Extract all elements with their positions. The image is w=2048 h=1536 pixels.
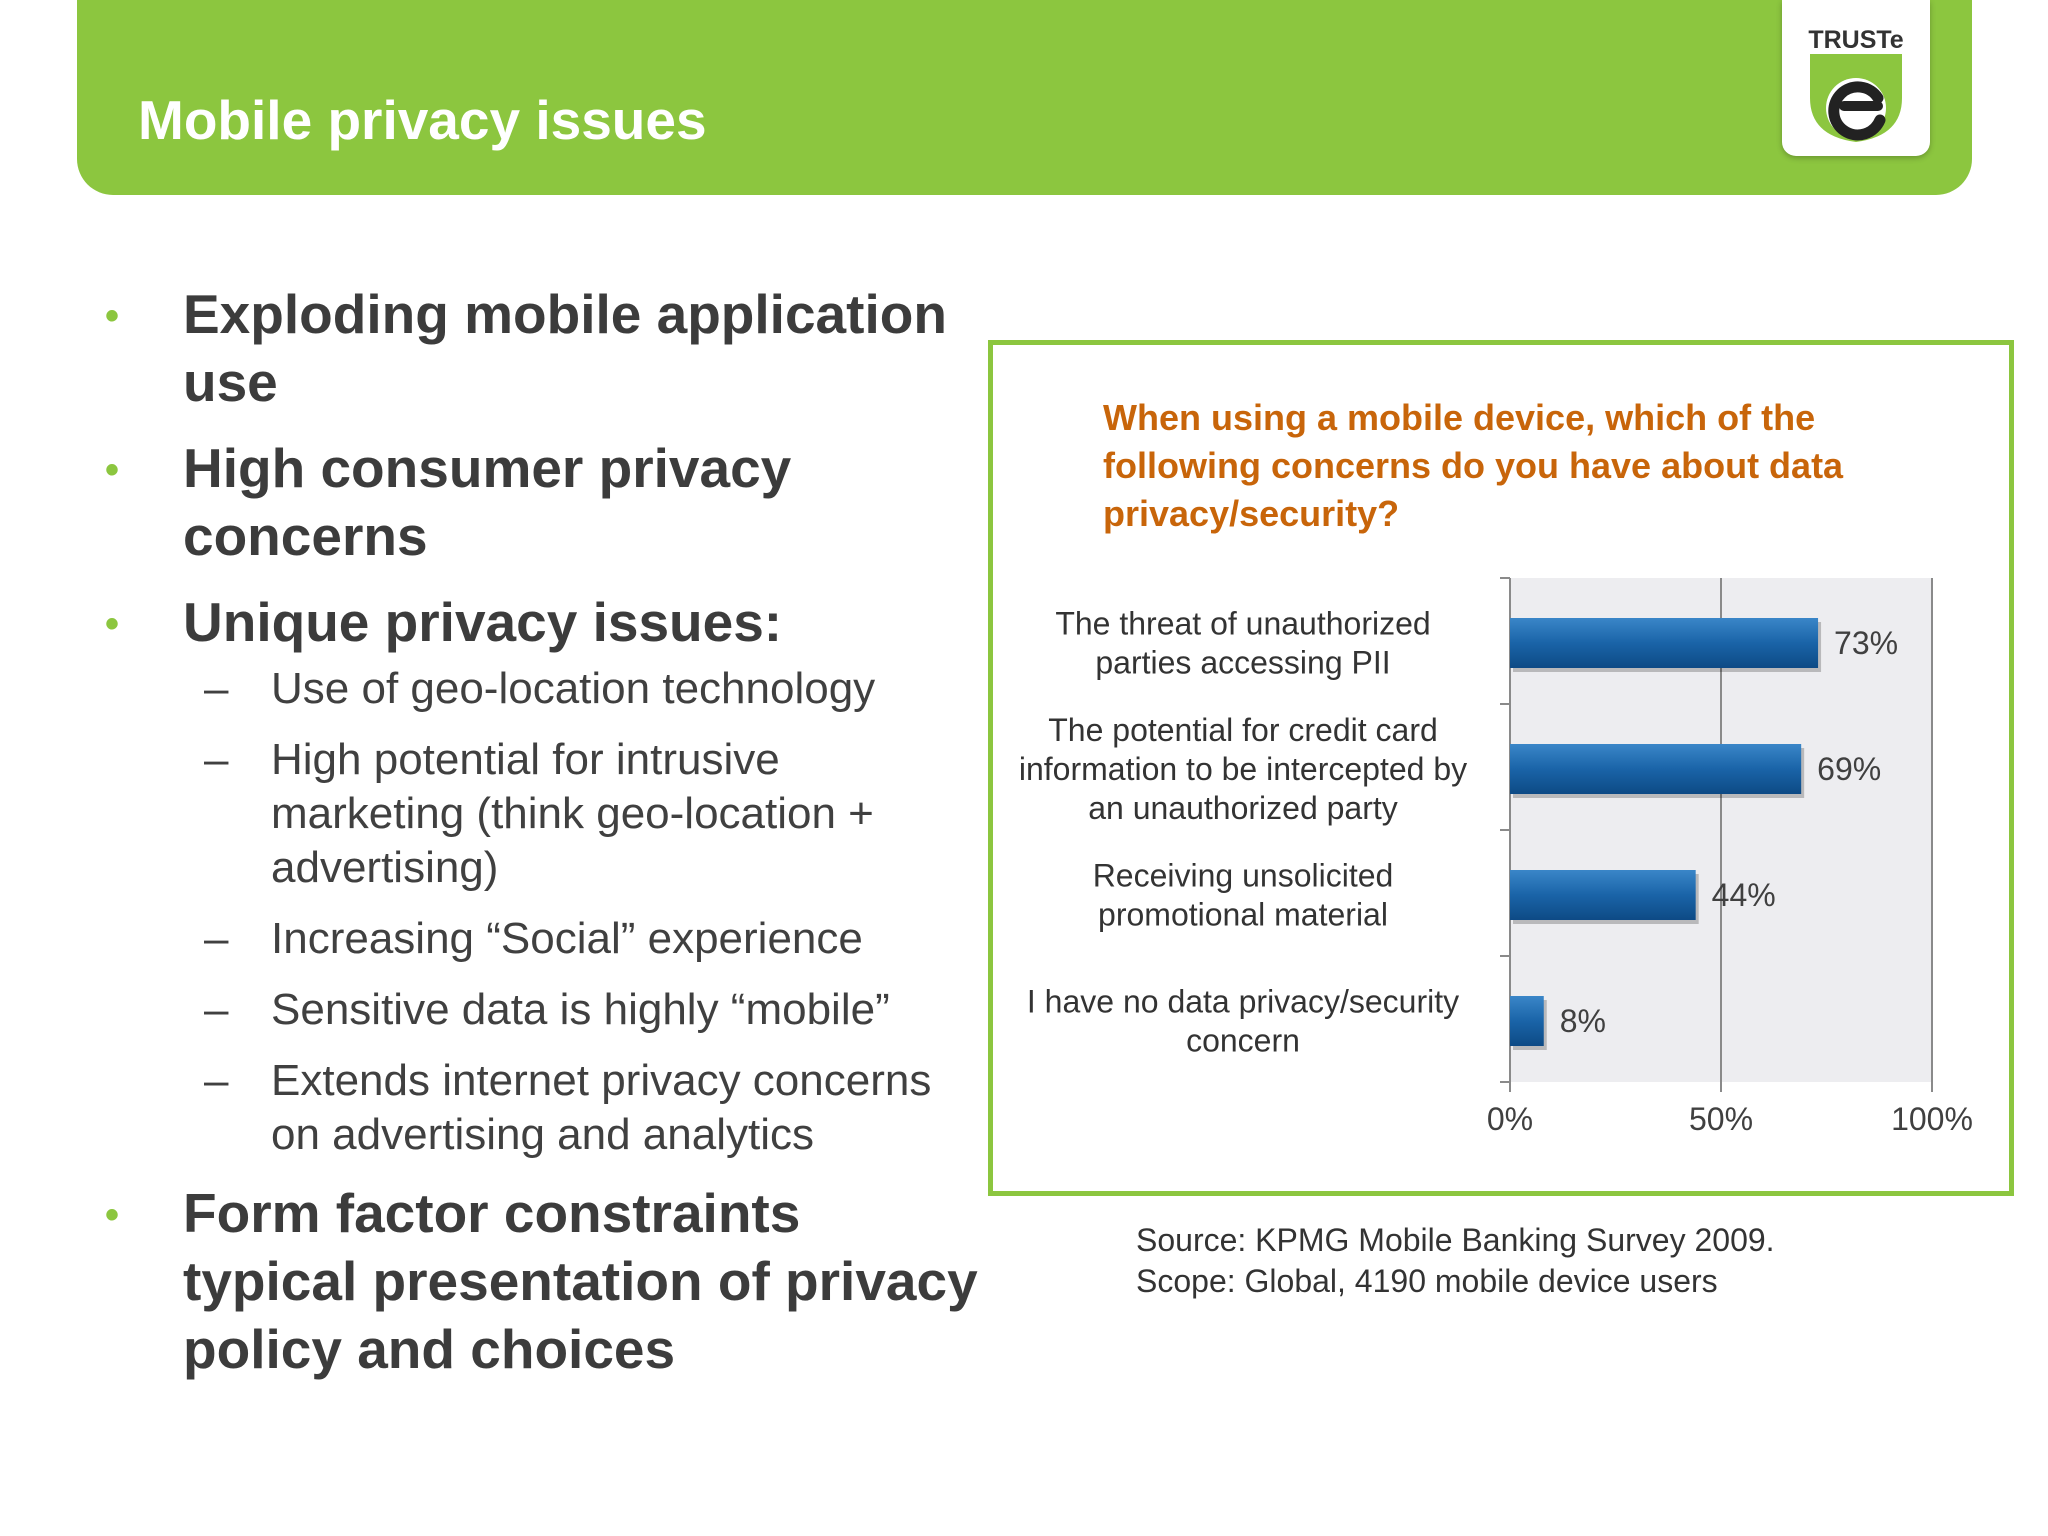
x-tick-label: 0% <box>1486 1101 1534 1137</box>
bullet-item <box>100 588 980 656</box>
sub-bullet-item <box>100 983 980 1037</box>
category-label <box>1055 606 1430 681</box>
sub-bullet-item <box>100 912 980 966</box>
bullet-dot: • <box>105 1193 120 1237</box>
truste-e-shield-icon <box>1808 54 1904 144</box>
bar <box>1510 618 1818 668</box>
sub-bullet-text: Sensitive data is highly “mobile” <box>271 985 890 1034</box>
bullet-dot: • <box>105 294 120 338</box>
slide-title: Mobile privacy issues <box>138 89 707 151</box>
data-label: 8% <box>1559 1003 1607 1039</box>
bullet-item <box>100 434 980 570</box>
category-label <box>1093 858 1394 933</box>
truste-logo <box>1782 0 1930 156</box>
sub-bullet-item <box>100 662 980 716</box>
sub-bullet-dash: – <box>204 735 229 784</box>
category-label-line: The threat of unauthorized <box>1055 605 1431 642</box>
bullet-dot: • <box>105 448 120 492</box>
scope-line: Scope: Global, 4190 mobile device users <box>1136 1263 1718 1299</box>
category-label-line: I have no data privacy/security <box>1026 983 1460 1020</box>
bullet-text: High consumer privacy concerns <box>183 437 792 567</box>
sub-bullet-text: Extends internet privacy concerns on advertising and analytics <box>271 1056 932 1159</box>
sub-bullet-text: Increasing “Social” experience <box>271 914 863 963</box>
category-label-line: information to be intercepted by <box>1018 751 1468 787</box>
sub-bullet-text: Use of geo-location technology <box>271 664 876 713</box>
category-label-line: The potential for credit card <box>1048 712 1438 748</box>
sub-bullet-dash: – <box>204 985 229 1034</box>
category-label <box>1027 984 1459 1059</box>
sub-bullet-list <box>100 662 980 1162</box>
data-label: 73% <box>1834 625 1899 661</box>
category-label-line: Receiving unsolicited <box>1092 857 1394 894</box>
category-label <box>1019 712 1467 826</box>
sub-bullet-dash: – <box>204 664 229 713</box>
chart-title: When using a mobile device, which of the following concerns do you have about data privacy/security? <box>1103 397 1844 534</box>
source-line: Source: KPMG Mobile Banking Survey 2009. <box>1136 1222 1775 1258</box>
bullet-text: Form factor constraints typical presentation of privacy policy and choices <box>183 1182 978 1380</box>
category-label-line: parties accessing PII <box>1095 644 1391 681</box>
bullet-text: Exploding mobile application use <box>183 283 947 413</box>
bullet-list <box>100 280 980 1401</box>
bullet-item <box>100 1179 980 1383</box>
bar-chart <box>995 560 2005 1160</box>
sub-bullet-text: High potential for intrusive marketing (think geo-location + advertising) <box>271 735 874 892</box>
bar <box>1510 870 1696 920</box>
category-label-line: an unauthorized party <box>1088 790 1398 826</box>
bullet-dot: • <box>105 602 120 646</box>
category-label-line: concern <box>1186 1022 1300 1059</box>
x-tick-label: 100% <box>1891 1101 1973 1137</box>
data-label: 69% <box>1817 751 1882 787</box>
category-label-line: promotional material <box>1098 896 1388 933</box>
logo-text: TRUSTe <box>1808 26 1904 54</box>
source-note <box>1136 1220 1775 1302</box>
bar <box>1510 996 1544 1046</box>
sub-bullet-item <box>100 733 980 895</box>
sub-bullet-item <box>100 1054 980 1162</box>
bullet-item <box>100 280 980 416</box>
bullet-text: Unique privacy issues: <box>183 591 783 653</box>
sub-bullet-dash: – <box>204 1056 229 1105</box>
bar <box>1510 744 1801 794</box>
sub-bullet-dash: – <box>204 914 229 963</box>
x-tick-label: 50% <box>1688 1101 1754 1137</box>
data-label: 44% <box>1711 877 1776 913</box>
